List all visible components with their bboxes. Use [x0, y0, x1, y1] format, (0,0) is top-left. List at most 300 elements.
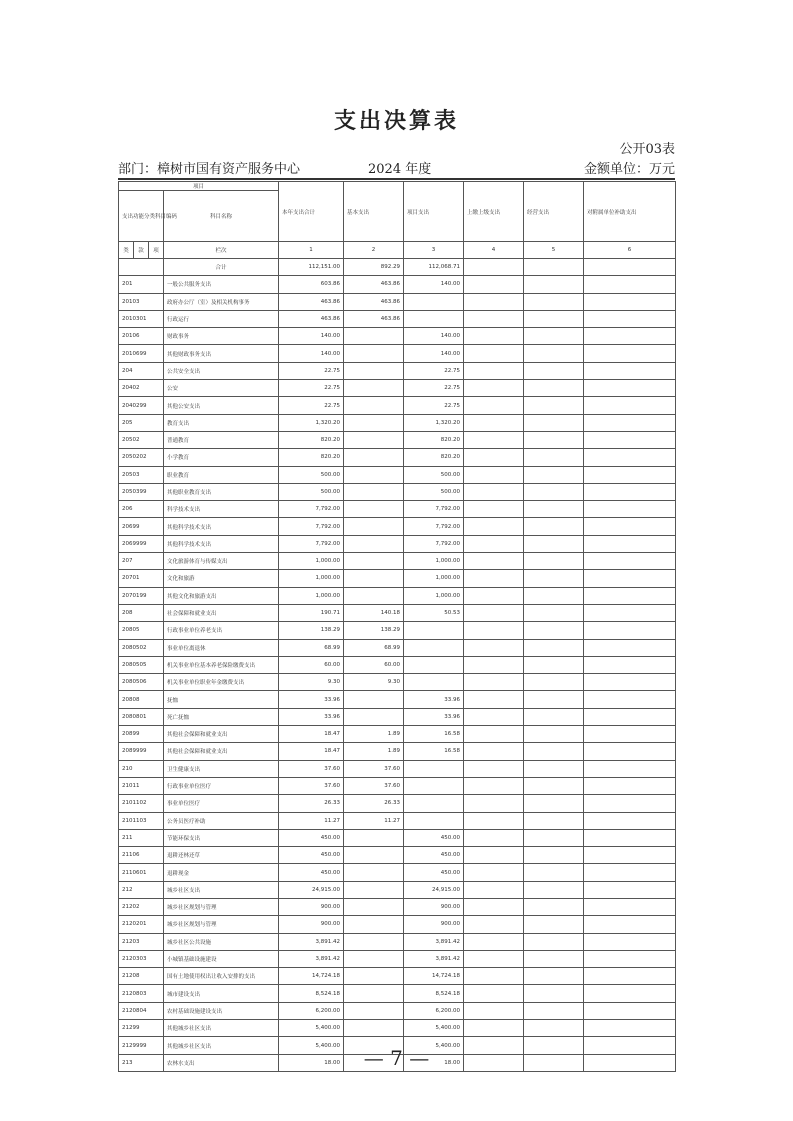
row-project: 900.00 [404, 898, 464, 915]
row-subsidy [584, 328, 676, 345]
row-name: 财政事务 [164, 328, 279, 345]
row-operating [524, 968, 584, 985]
row-remit [464, 466, 524, 483]
column-header: 本年支出合计 [279, 182, 344, 242]
table-row [119, 622, 676, 639]
row-basic [344, 985, 404, 1002]
row-basic [344, 362, 404, 379]
table-row [119, 293, 676, 310]
row-total: 18.00 [279, 1054, 344, 1071]
row-project: 22.75 [404, 362, 464, 379]
row-project: 1,000.00 [404, 587, 464, 604]
level-label: 款 [134, 242, 149, 259]
row-basic [344, 829, 404, 846]
table-row [119, 968, 676, 985]
row-remit [464, 795, 524, 812]
row-basic [344, 431, 404, 448]
row-operating [524, 276, 584, 293]
row-basic: 140.18 [344, 604, 404, 621]
row-project [404, 760, 464, 777]
row-subsidy [584, 276, 676, 293]
row-project: 1,000.00 [404, 553, 464, 570]
row-basic [344, 483, 404, 500]
header-rule [118, 178, 675, 180]
row-operating [524, 570, 584, 587]
row-subsidy [584, 985, 676, 1002]
total-cell [524, 259, 584, 276]
row-subsidy [584, 916, 676, 933]
row-project: 24,915.00 [404, 881, 464, 898]
row-code: 206 [119, 501, 164, 518]
row-basic [344, 898, 404, 915]
table-row [119, 328, 676, 345]
row-code: 2120803 [119, 985, 164, 1002]
row-code: 2050202 [119, 449, 164, 466]
row-remit [464, 847, 524, 864]
table-row [119, 1020, 676, 1037]
row-name: 一般公共服务支出 [164, 276, 279, 293]
row-operating [524, 414, 584, 431]
row-total: 9.30 [279, 674, 344, 691]
page-number: — 7 — [363, 1046, 430, 1070]
row-remit [464, 293, 524, 310]
row-remit [464, 985, 524, 1002]
table-row [119, 812, 676, 829]
row-project: 140.00 [404, 276, 464, 293]
table-row [119, 431, 676, 448]
row-code: 2050399 [119, 483, 164, 500]
table-row [119, 501, 676, 518]
row-remit [464, 1020, 524, 1037]
row-total: 450.00 [279, 829, 344, 846]
name-header: 科目名称 [164, 191, 279, 242]
row-code: 2120804 [119, 1002, 164, 1019]
row-remit [464, 760, 524, 777]
row-basic: 26.33 [344, 795, 404, 812]
row-basic [344, 345, 404, 362]
row-remit [464, 380, 524, 397]
row-remit [464, 968, 524, 985]
row-total: 500.00 [279, 466, 344, 483]
row-operating [524, 674, 584, 691]
row-basic: 9.30 [344, 674, 404, 691]
row-total: 18.47 [279, 726, 344, 743]
row-total: 138.29 [279, 622, 344, 639]
row-total: 190.71 [279, 604, 344, 621]
row-remit [464, 881, 524, 898]
row-total: 463.86 [279, 293, 344, 310]
row-remit [464, 1002, 524, 1019]
row-operating [524, 535, 584, 552]
row-subsidy [584, 726, 676, 743]
row-subsidy [584, 812, 676, 829]
row-project: 8,524.18 [404, 985, 464, 1002]
row-basic [344, 950, 404, 967]
row-remit [464, 501, 524, 518]
row-total: 14,724.18 [279, 968, 344, 985]
row-code: 20106 [119, 328, 164, 345]
table-row [119, 466, 676, 483]
row-project: 22.75 [404, 397, 464, 414]
row-basic [344, 587, 404, 604]
row-subsidy [584, 449, 676, 466]
table-row [119, 483, 676, 500]
row-project: 18.00 [404, 1054, 464, 1071]
table-row [119, 449, 676, 466]
row-total: 68.99 [279, 639, 344, 656]
row-basic: 1.89 [344, 743, 404, 760]
row-name: 其他职业教育支出 [164, 483, 279, 500]
row-basic [344, 328, 404, 345]
row-subsidy [584, 362, 676, 379]
row-code: 205 [119, 414, 164, 431]
row-remit [464, 916, 524, 933]
row-operating [524, 881, 584, 898]
table-row [119, 674, 676, 691]
row-basic: 68.99 [344, 639, 404, 656]
row-name: 节能环保支出 [164, 829, 279, 846]
row-code: 2120303 [119, 950, 164, 967]
table-row [119, 553, 676, 570]
row-operating [524, 345, 584, 362]
row-operating [524, 1002, 584, 1019]
header-row-index [119, 242, 676, 259]
row-operating [524, 916, 584, 933]
row-total: 900.00 [279, 916, 344, 933]
row-basic [344, 553, 404, 570]
row-total: 450.00 [279, 864, 344, 881]
row-name: 城乡社区规划与管理 [164, 898, 279, 915]
row-name: 农林水支出 [164, 1054, 279, 1071]
row-operating [524, 933, 584, 950]
row-basic [344, 1002, 404, 1019]
table-row [119, 881, 676, 898]
row-project: 16.58 [404, 743, 464, 760]
row-subsidy [584, 553, 676, 570]
row-project: 50.53 [404, 604, 464, 621]
total-cell: 892.29 [344, 259, 404, 276]
table-row [119, 864, 676, 881]
row-code: 210 [119, 760, 164, 777]
row-operating [524, 829, 584, 846]
table-row [119, 795, 676, 812]
row-project: 7,792.00 [404, 535, 464, 552]
row-code: 213 [119, 1054, 164, 1071]
row-total: 450.00 [279, 847, 344, 864]
row-remit [464, 328, 524, 345]
total-code-cell [119, 259, 164, 276]
row-name: 机关事业单位基本养老保险缴费支出 [164, 656, 279, 673]
table-row [119, 933, 676, 950]
row-name: 公共安全支出 [164, 362, 279, 379]
row-code: 20899 [119, 726, 164, 743]
row-operating [524, 985, 584, 1002]
row-remit [464, 950, 524, 967]
row-name: 事业单位离退休 [164, 639, 279, 656]
row-operating [524, 518, 584, 535]
row-code: 2070199 [119, 587, 164, 604]
row-operating [524, 743, 584, 760]
row-subsidy [584, 414, 676, 431]
row-subsidy [584, 310, 676, 327]
row-project: 7,792.00 [404, 501, 464, 518]
row-subsidy [584, 1020, 676, 1037]
row-operating [524, 466, 584, 483]
row-project [404, 777, 464, 794]
row-operating [524, 483, 584, 500]
index-cell: 2 [344, 242, 404, 259]
row-total: 26.33 [279, 795, 344, 812]
row-remit [464, 276, 524, 293]
row-project [404, 674, 464, 691]
row-total: 603.86 [279, 276, 344, 293]
row-name: 公安 [164, 380, 279, 397]
table-row [119, 397, 676, 414]
row-subsidy [584, 933, 676, 950]
row-total: 7,792.00 [279, 535, 344, 552]
row-project: 450.00 [404, 864, 464, 881]
row-operating [524, 501, 584, 518]
row-name: 教育支出 [164, 414, 279, 431]
row-name: 其他文化和旅游支出 [164, 587, 279, 604]
row-subsidy [584, 847, 676, 864]
row-basic [344, 535, 404, 552]
row-project: 33.96 [404, 708, 464, 725]
row-name: 退耕还林还草 [164, 847, 279, 864]
row-subsidy [584, 483, 676, 500]
row-subsidy [584, 380, 676, 397]
row-total: 7,792.00 [279, 518, 344, 535]
row-name: 其他社会保障和就业支出 [164, 743, 279, 760]
row-basic: 138.29 [344, 622, 404, 639]
table-row [119, 639, 676, 656]
table-row [119, 708, 676, 725]
row-name: 卫生健康支出 [164, 760, 279, 777]
row-operating [524, 293, 584, 310]
department-label: 部门：樟树市国有资产服务中心 [118, 162, 301, 177]
row-total: 3,891.42 [279, 933, 344, 950]
row-total: 11.27 [279, 812, 344, 829]
index-label: 栏次 [164, 242, 279, 259]
row-basic [344, 466, 404, 483]
row-name: 政府办公厅（室）及相关机构事务 [164, 293, 279, 310]
table-row [119, 604, 676, 621]
column-header: 上缴上级支出 [464, 182, 524, 242]
row-operating [524, 1020, 584, 1037]
row-name: 农村基础设施建设支出 [164, 1002, 279, 1019]
row-basic [344, 916, 404, 933]
row-total: 6,200.00 [279, 1002, 344, 1019]
row-code: 21299 [119, 1020, 164, 1037]
table-row [119, 916, 676, 933]
row-total: 1,000.00 [279, 587, 344, 604]
row-name: 行政运行 [164, 310, 279, 327]
row-subsidy [584, 656, 676, 673]
total-cell: 112,068.71 [404, 259, 464, 276]
row-operating [524, 380, 584, 397]
row-subsidy [584, 898, 676, 915]
row-remit [464, 345, 524, 362]
table-row [119, 345, 676, 362]
row-remit [464, 777, 524, 794]
row-code: 2080801 [119, 708, 164, 725]
row-subsidy [584, 864, 676, 881]
row-code: 2040299 [119, 397, 164, 414]
row-basic [344, 414, 404, 431]
row-project: 3,891.42 [404, 933, 464, 950]
row-code: 21011 [119, 777, 164, 794]
row-basic [344, 1020, 404, 1037]
row-code: 2089999 [119, 743, 164, 760]
row-basic [344, 881, 404, 898]
row-code: 2080506 [119, 674, 164, 691]
row-basic: 463.86 [344, 276, 404, 293]
row-subsidy [584, 535, 676, 552]
row-operating [524, 431, 584, 448]
row-basic: 463.86 [344, 310, 404, 327]
meta-line [118, 158, 675, 178]
row-code: 2080505 [119, 656, 164, 673]
row-code: 2010699 [119, 345, 164, 362]
row-name: 事业单位医疗 [164, 795, 279, 812]
row-project: 7,792.00 [404, 518, 464, 535]
row-remit [464, 708, 524, 725]
row-remit [464, 726, 524, 743]
page-title: 支出决算表 [333, 108, 459, 134]
row-code: 2101103 [119, 812, 164, 829]
row-subsidy [584, 431, 676, 448]
row-remit [464, 431, 524, 448]
row-remit [464, 553, 524, 570]
table-row [119, 1002, 676, 1019]
row-project: 820.20 [404, 449, 464, 466]
table-row [119, 310, 676, 327]
row-basic [344, 380, 404, 397]
row-code: 20402 [119, 380, 164, 397]
row-subsidy [584, 674, 676, 691]
row-subsidy [584, 760, 676, 777]
row-remit [464, 397, 524, 414]
row-operating [524, 950, 584, 967]
row-project: 16.58 [404, 726, 464, 743]
row-subsidy [584, 881, 676, 898]
row-subsidy [584, 639, 676, 656]
row-project: 22.75 [404, 380, 464, 397]
row-project [404, 310, 464, 327]
table-row [119, 535, 676, 552]
row-code: 21202 [119, 898, 164, 915]
row-name: 文化旅游体育与传媒支出 [164, 553, 279, 570]
row-total: 1,000.00 [279, 570, 344, 587]
row-code: 2110601 [119, 864, 164, 881]
row-remit [464, 449, 524, 466]
row-project: 1,320.20 [404, 414, 464, 431]
row-total: 22.75 [279, 362, 344, 379]
row-project [404, 293, 464, 310]
row-basic: 37.60 [344, 760, 404, 777]
row-name: 其他财政事务支出 [164, 345, 279, 362]
row-name: 行政事业单位医疗 [164, 777, 279, 794]
row-basic: 37.60 [344, 777, 404, 794]
row-code: 2069999 [119, 535, 164, 552]
row-remit [464, 639, 524, 656]
row-name: 国有土地使用权出让收入安排的支出 [164, 968, 279, 985]
table-row [119, 898, 676, 915]
row-operating [524, 898, 584, 915]
row-code: 20503 [119, 466, 164, 483]
total-label: 合计 [164, 259, 279, 276]
row-remit [464, 898, 524, 915]
row-operating [524, 310, 584, 327]
row-subsidy [584, 293, 676, 310]
row-project: 500.00 [404, 466, 464, 483]
row-operating [524, 795, 584, 812]
row-name: 小学教育 [164, 449, 279, 466]
row-subsidy [584, 708, 676, 725]
row-total: 22.75 [279, 380, 344, 397]
row-operating [524, 397, 584, 414]
index-cell: 3 [404, 242, 464, 259]
row-name: 科学技术支出 [164, 501, 279, 518]
row-remit [464, 535, 524, 552]
row-basic: 60.00 [344, 656, 404, 673]
row-code: 2120201 [119, 916, 164, 933]
row-remit [464, 622, 524, 639]
row-operating [524, 864, 584, 881]
row-remit [464, 829, 524, 846]
row-project: 33.96 [404, 691, 464, 708]
row-total: 140.00 [279, 345, 344, 362]
row-remit [464, 656, 524, 673]
row-code: 2101102 [119, 795, 164, 812]
row-total: 60.00 [279, 656, 344, 673]
row-total: 900.00 [279, 898, 344, 915]
row-operating [524, 847, 584, 864]
column-header: 经营支出 [524, 182, 584, 242]
index-cell: 6 [584, 242, 676, 259]
row-basic [344, 864, 404, 881]
row-code: 20103 [119, 293, 164, 310]
row-basic: 463.86 [344, 293, 404, 310]
row-remit [464, 587, 524, 604]
row-subsidy [584, 829, 676, 846]
row-basic: 11.27 [344, 812, 404, 829]
table-row [119, 362, 676, 379]
row-operating [524, 622, 584, 639]
row-operating [524, 726, 584, 743]
row-basic [344, 449, 404, 466]
row-name: 城乡社区公共设施 [164, 933, 279, 950]
table-row [119, 570, 676, 587]
row-total: 1,000.00 [279, 553, 344, 570]
row-subsidy [584, 397, 676, 414]
row-project [404, 795, 464, 812]
row-basic [344, 691, 404, 708]
row-subsidy [584, 518, 676, 535]
row-code: 201 [119, 276, 164, 293]
row-total: 24,915.00 [279, 881, 344, 898]
row-operating [524, 604, 584, 621]
row-total: 5,400.00 [279, 1037, 344, 1054]
level-label: 项 [149, 242, 164, 259]
row-total: 18.47 [279, 743, 344, 760]
row-operating [524, 777, 584, 794]
row-remit [464, 310, 524, 327]
row-subsidy [584, 795, 676, 812]
row-total: 37.60 [279, 777, 344, 794]
row-basic [344, 518, 404, 535]
total-cell: 112,151.00 [279, 259, 344, 276]
